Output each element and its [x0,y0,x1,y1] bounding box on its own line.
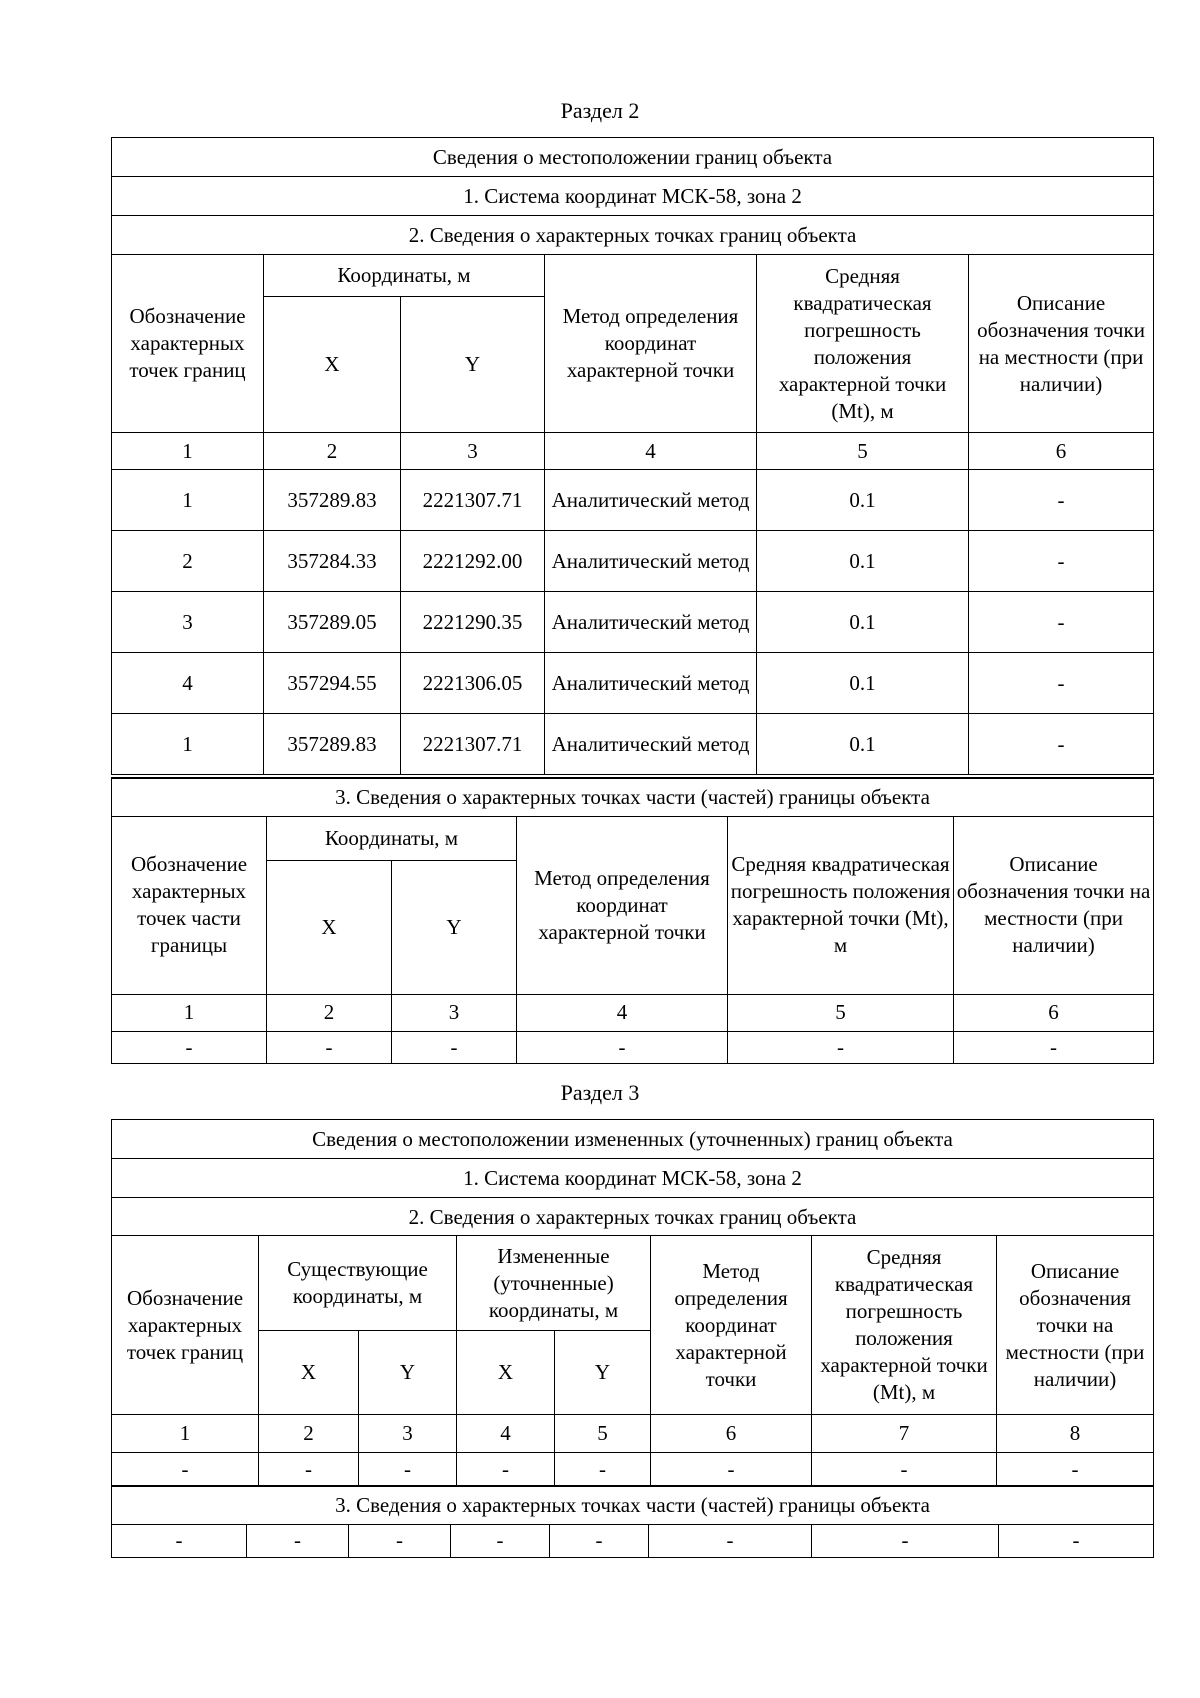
col-number: 4 [517,994,728,1031]
coord-y: 2221290.35 [401,592,545,653]
section-3-parts-table [111,1485,1154,1558]
col-error: Средняя квадратическая погрешность положения характерной точки (Mt), м [728,816,954,994]
col-designation: Обозначение характерных точек границ [112,1236,259,1415]
col-x-existing: X [259,1331,359,1415]
section-2-points-table [111,137,1154,775]
col-number: 5 [728,994,954,1031]
col-coordinates: Координаты, м [267,816,517,860]
cell-empty: - [954,1031,1154,1063]
description: - [969,653,1154,714]
cell-empty: - [112,1453,259,1486]
col-description: Описание обозначения точки на местности (при наличии) [969,255,1154,433]
point-id: 4 [112,653,264,714]
cell-empty: - [999,1524,1154,1557]
col-y: Y [392,860,517,994]
col-number: 6 [969,433,1154,470]
method: Аналитический метод [545,531,757,592]
col-number: 4 [457,1415,555,1453]
section-2-header: Сведения о местоположении границ объекта [112,138,1154,177]
col-number: 8 [997,1415,1154,1453]
col-y-changed: Y [555,1331,651,1415]
col-number: 2 [259,1415,359,1453]
col-designation: Обозначение характерных точек части границы [112,816,267,994]
col-number: 2 [264,433,401,470]
coord-x: 357289.83 [264,714,401,775]
col-method: Метод определения координат характерной точки [545,255,757,433]
cell-empty: - [359,1453,457,1486]
col-number: 5 [555,1415,651,1453]
table-row [112,1453,1154,1486]
coord-y: 2221307.71 [401,714,545,775]
point-id: 1 [112,714,264,775]
col-number: 7 [812,1415,997,1453]
description: - [969,592,1154,653]
col-error: Средняя квадратическая погрешность положения характерной точки (Mt), м [757,255,969,433]
col-coordinates: Координаты, м [264,255,545,297]
cell-empty: - [517,1031,728,1063]
point-id: 1 [112,470,264,531]
cell-empty: - [267,1031,392,1063]
description: - [969,714,1154,775]
coord-x: 357284.33 [264,531,401,592]
col-description: Описание обозначения точки на местности (при наличии) [997,1236,1154,1415]
point-id: 3 [112,592,264,653]
table-row [112,653,1154,714]
cell-empty: - [649,1524,812,1557]
method: Аналитический метод [545,714,757,775]
col-number: 4 [545,433,757,470]
error: 0.1 [757,470,969,531]
col-changed-coordinates: Измененные (уточненные) координаты, м [457,1236,651,1331]
col-error: Средняя квадратическая погрешность положения характерной точки (Mt), м [812,1236,997,1415]
cell-empty: - [112,1031,267,1063]
col-method: Метод определения координат характерной точки [517,816,728,994]
section-2-parts-title: 3. Сведения о характерных точках части (частей) границы объекта [112,778,1154,816]
section-2-points-title: 2. Сведения о характерных точках границ объекта [112,216,1154,255]
table-row [112,714,1154,775]
method: Аналитический метод [545,592,757,653]
col-description: Описание обозначения точки на местности (при наличии) [954,816,1154,994]
error: 0.1 [757,531,969,592]
cell-empty: - [651,1453,812,1486]
description: - [969,470,1154,531]
section-3-title: Раздел 3 [560,1080,640,1105]
error: 0.1 [757,592,969,653]
cell-empty: - [259,1453,359,1486]
error: 0.1 [757,653,969,714]
section-3-points-table [111,1119,1154,1486]
col-number: 3 [401,433,545,470]
coord-y: 2221306.05 [401,653,545,714]
section-2-title: Раздел 2 [560,98,640,123]
cell-empty: - [812,1453,997,1486]
section-3-coord-system: 1. Система координат МСК-58, зона 2 [112,1159,1154,1198]
col-number: 3 [392,994,517,1031]
section-3-points-title: 2. Сведения о характерных точках границ объекта [112,1198,1154,1236]
col-y: Y [401,297,545,433]
col-number: 2 [267,994,392,1031]
cell-empty: - [349,1524,451,1557]
col-method: Метод определения координат характерной точки [651,1236,812,1415]
cell-empty: - [555,1453,651,1486]
section-3-header: Сведения о местоположении измененных (уточненных) границ объекта [112,1120,1154,1159]
col-designation: Обозначение характерных точек границ [112,255,264,433]
section-2-coord-system: 1. Система координат МСК-58, зона 2 [112,177,1154,216]
col-number: 5 [757,433,969,470]
cell-empty: - [112,1524,247,1557]
col-number: 1 [112,433,264,470]
cell-empty: - [812,1524,999,1557]
cell-empty: - [457,1453,555,1486]
cell-empty: - [997,1453,1154,1486]
col-number: 6 [651,1415,812,1453]
coord-x: 357289.05 [264,592,401,653]
method: Аналитический метод [545,653,757,714]
col-number: 1 [112,1415,259,1453]
cell-empty: - [451,1524,550,1557]
coord-x: 357294.55 [264,653,401,714]
col-existing-coordinates: Существующие координаты, м [259,1236,457,1331]
cell-empty: - [728,1031,954,1063]
cell-empty: - [392,1031,517,1063]
col-x: X [264,297,401,433]
section-2-parts-table [111,777,1154,1064]
description: - [969,531,1154,592]
section-3-parts-title: 3. Сведения о характерных точках части (частей) границы объекта [112,1486,1154,1524]
error: 0.1 [757,714,969,775]
method: Аналитический метод [545,470,757,531]
col-number: 1 [112,994,267,1031]
coord-y: 2221307.71 [401,470,545,531]
table-row [112,592,1154,653]
col-number: 3 [359,1415,457,1453]
coord-y: 2221292.00 [401,531,545,592]
cell-empty: - [550,1524,649,1557]
cell-empty: - [247,1524,349,1557]
col-y-existing: Y [359,1331,457,1415]
col-x: X [267,860,392,994]
table-row [112,1031,1154,1063]
table-row [112,1524,1154,1557]
col-x-changed: X [457,1331,555,1415]
coord-x: 357289.83 [264,470,401,531]
col-number: 6 [954,994,1154,1031]
table-row [112,470,1154,531]
table-row [112,531,1154,592]
point-id: 2 [112,531,264,592]
